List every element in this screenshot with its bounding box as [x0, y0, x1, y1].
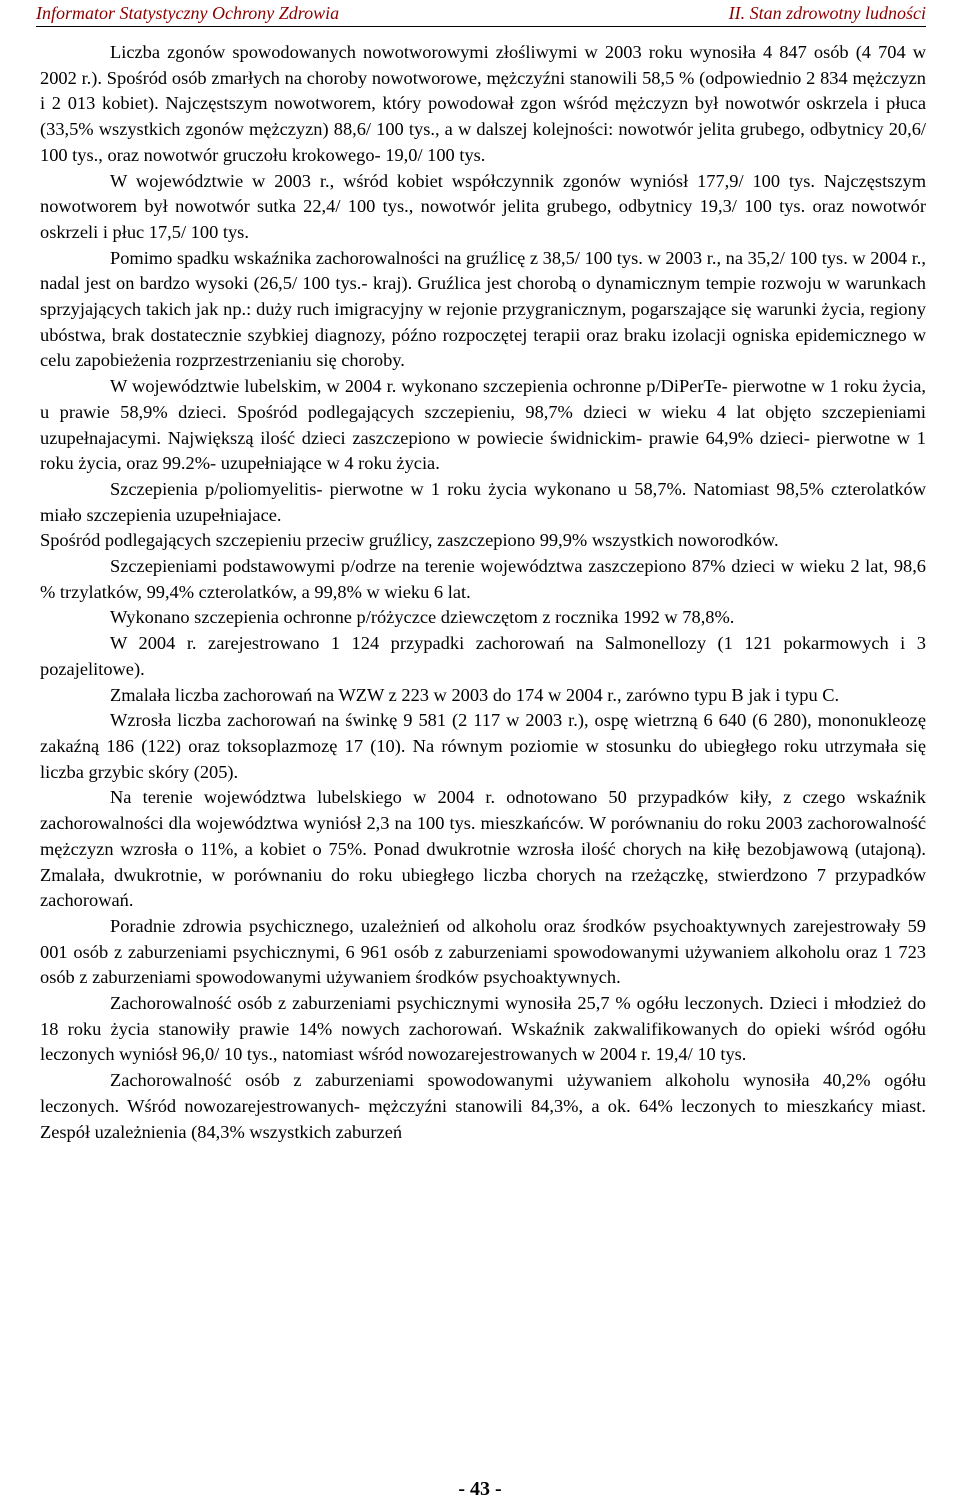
- header-publication-title: Informator Statystyczny Ochrony Zdrowia: [36, 2, 340, 23]
- paragraph: Liczba zgonów spowodowanych nowotworowymi złośliwymi w 2003 roku wynosiła 4 847 osób (4 704 w 2002 r.). Spośród osób zmarłych na choroby nowotworowe, mężczyźni stanowili 58,5 % (odpowiednio 2 834 mężczyzn i 2 013 kobiet). Najczęstszym nowotworem, który powodował zgon wśród mężczyzn był nowotwór oskrzela i płuca (33,5% wszystkich zgonów mężczyzn) 88,6/ 100 tys., a w dalszej kolejności: nowotwór jelita grubego, odbytnicy 20,6/ 100 tys., oraz nowotwór gruczołu krokowego- 19,0/ 100 tys.: [40, 42, 926, 165]
- paragraph: Wykonano szczepienia ochronne p/różyczce dziewczętom z rocznika 1992 w 78,8%.: [110, 607, 735, 628]
- paragraph: Na terenie województwa lubelskiego w 2004 r. odnotowano 50 przypadków kiły, z czego wskaźnik zachorowalności dla województwa wyniósł 2,3 na 100 tys. mieszkańców. W porównaniu do roku 2003 zachorowalność mężczyzn wzrosła o 11%, a kobiet o 75%. Ponad dwukrotnie wzrosła ilość chorych na kiłę bezobjawową (utajoną). Zmalała, dwukrotnie, w porównaniu do roku ubiegłego liczba chorych na rzeżączkę, stwierdzono 7 przypadków zachorowań.: [40, 787, 926, 911]
- paragraph: W 2004 r. zarejestrowano 1 124 przypadki zachorowań na Salmonellozy (1 121 pokarmowych i 3 pozajelitowe).: [40, 633, 926, 679]
- page-number: - 43 -: [458, 1478, 502, 1500]
- header-section-title: II. Stan zdrowotny ludności: [728, 2, 926, 23]
- paragraph: Szczepienia p/poliomyelitis- pierwotne w 1 roku życia wykonano u 58,7%. Natomiast 98,5% czterolatków miało szczepienia uzupełniajace.: [40, 478, 926, 525]
- paragraph: Spośród podlegających szczepieniu przeciw gruźlicy, zaszczepiono 99,9% wszystkich noworodków.: [40, 530, 779, 551]
- paragraph: Zachorowalność osób z zaburzeniami psychicznymi wynosiła 25,7 % ogółu leczonych. Dzieci i młodzież do 18 roku życia stanowiły prawie 14% nowych zachorowań. Wskaźnik zakwalifikowanych do opieki wśród ogółu leczonych wyniósł 96,0/ 10 tys., natomiast wśród nowozarejestrowanych w 2004 r. 19,4/ 10 tys.: [40, 993, 926, 1065]
- running-header: [36, 0, 926, 27]
- paragraph: Zmalała liczba zachorowań na WZW z 223 w 2003 do 174 w 2004 r., zarówno typu B jak i typu C.: [110, 684, 840, 705]
- paragraph: W województwie lubelskim, w 2004 r. wykonano szczepienia ochronne p/DiPerTe- pierwotne w 1 roku życia, u prawie 58,9% dzieci. Spośród podlegających szczepieniu, 98,7% dzieci w wieku 4 lat objęto szczepieniami uzupełnajacymi. Największą ilość dzieci zaszczepiono w powiecie świdnickim- prawie 64,9% dzieci- pierwotne w 1 roku życia, oraz 99.2%- uzupełniające w 4 roku życia.: [40, 376, 926, 474]
- paragraph: Poradnie zdrowia psychicznego, uzależnień od alkoholu oraz środków psychoaktywnych zarejestrowały 59 001 osób z zaburzeniami psychicznymi, 6 961 osób z zaburzeniami spowodowanymi używaniem alkoholu oraz 1 723 osób z zaburzeniami spowodowanymi używaniem środków psychoaktywnych.: [40, 915, 926, 988]
- document-body: [40, 40, 926, 1145]
- paragraph: Szczepieniami podstawowymi p/odrze na terenie województwa zaszczepiono 87% dzieci w wieku 2 lat, 98,6 % trzylatków, 99,4% czterolatków, a 99,8% w wieku 6 lat.: [40, 556, 926, 602]
- paragraph: Zachorowalność osób z zaburzeniami spowodowanymi używaniem alkoholu wynosiła 40,2% ogółu leczonych. Wśród nowozarejestrowanych- mężczyźni stanowili 84,3%, a ok. 64% leczonych to mieszkańcy miast. Zespół uzależnienia (84,3% wszystkich zaburzeń: [40, 1070, 926, 1142]
- paragraph: W województwie w 2003 r., wśród kobiet współczynnik zgonów wyniósł 177,9/ 100 tys. Najczęstszym nowotworem był nowotwór sutka 22,4/ 100 tys., nowotwór jelita grubego, odbytnicy 19,3/ 100 tys. oraz nowotwór oskrzeli i płuc 17,5/ 100 tys.: [40, 170, 926, 242]
- paragraph: Wzrosła liczba zachorowań na świnkę 9 581 (2 117 w 2003 r.), ospę wietrzną 6 640 (6 280), mononukleozę zakaźną 186 (122) oraz toksoplazmozę 17 (10). Na równym poziomie w stosunku do ubiegłego roku utrzymała się liczba grzybic skóry (205).: [40, 710, 926, 782]
- paragraph: Pomimo spadku wskaźnika zachorowalności na gruźlicę z 38,5/ 100 tys. w 2003 r., na 35,2/ 100 tys. w 2004 r., nadal jest on bardzo wysoki (26,5/ 100 tys.- kraj). Gruźlica jest chorobą o dynamicznym tempie rozwoju w warunkach sprzyjających takich jak np.: duży ruch imigracyjny w rejonie przygranicznym, pogarszające się warunki życia, regiony ubóstwa, brak dostatecznie szybkiej diagnozy, późno rozpoczętej terapii oraz braku izolacji ogniska epidemicznego w celu zapobieżenia rozprzestrzenianiu się choroby.: [40, 247, 926, 371]
